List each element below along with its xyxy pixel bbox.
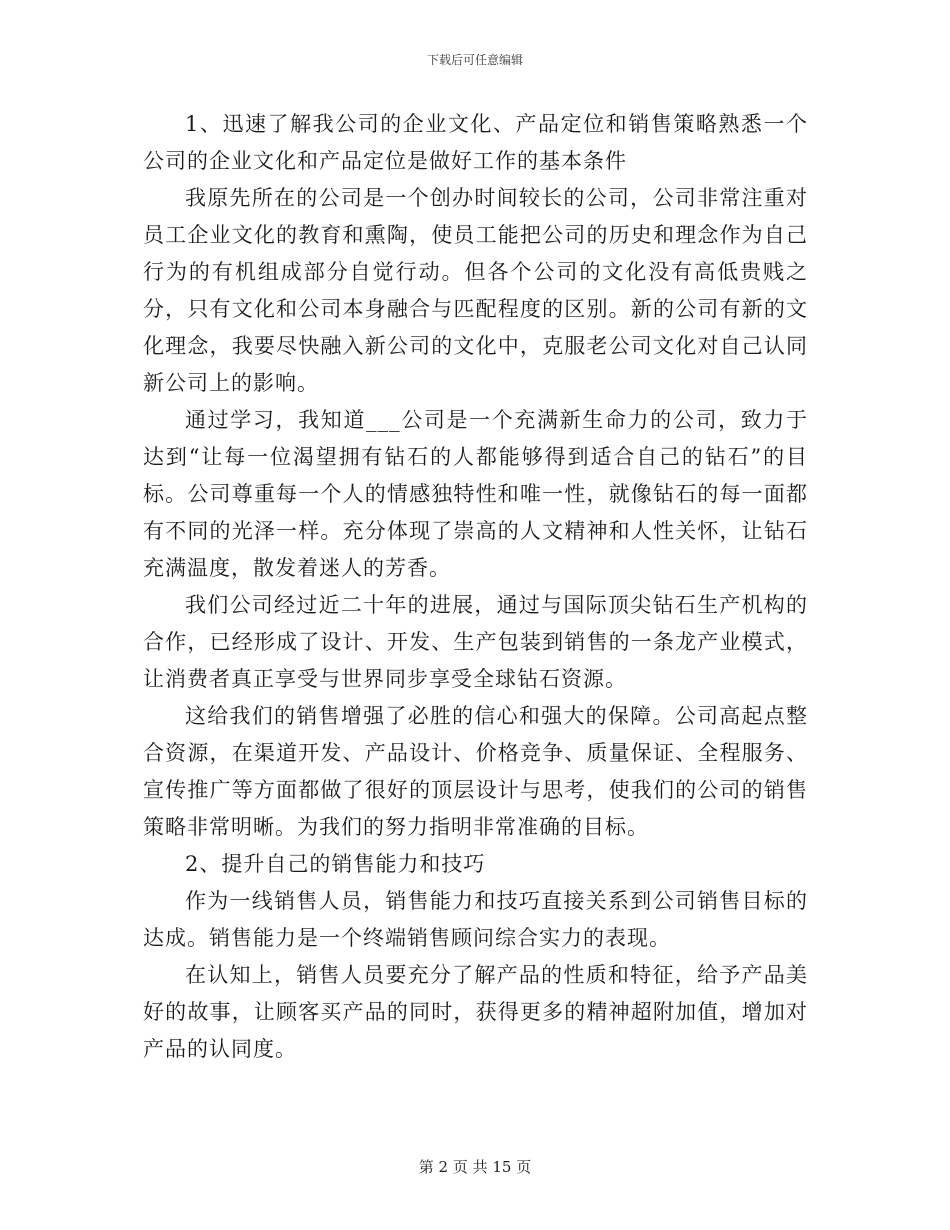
section-heading-1: 1、迅速了解我公司的企业文化、产品定位和销售策略熟悉一个公司的企业文化和产品定位是做好工作的基本条件 xyxy=(143,112,808,173)
paragraph: 作为一线销售人员，销售能力和技巧直接关系到公司销售目标的达成。销售能力是一个终端销售顾问综合实力的表现。 xyxy=(143,889,808,950)
section-heading-2: 2、提升自己的销售能力和技巧 xyxy=(185,852,486,876)
page-header: 下载后可任意编辑 xyxy=(426,53,523,67)
document-body xyxy=(143,106,808,1068)
paragraph: 我原先所在的公司是一个创办时间较长的公司，公司非常注重对员工企业文化的教育和熏陶，使员工能把公司的历史和理念作为自己行为的有机组成部分自觉行动。但各个公司的文化没有高低贵贱之分，只有文化和公司本身融合与匹配程度的区别。新的公司有新的文化理念，我要尽快融入新公司的文化中，克服老公司文化对自己认同新公司上的影响。 xyxy=(143,186,808,395)
paragraph: 这给我们的销售增强了必胜的信心和强大的保障。公司高起点整合资源，在渠道开发、产品设计、价格竞争、质量保证、全程服务、宣传推广等方面都做了很好的顶层设计与思考，使我们的公司的销售策略非常明晰。为我们的努力指明非常准确的目标。 xyxy=(143,704,808,839)
paragraph: 我们公司经过近二十年的进展，通过与国际顶尖钻石生产机构的合作，已经形成了设计、开发、生产包装到销售的一条龙产业模式，让消费者真正享受与世界同步享受全球钻石资源。 xyxy=(143,593,808,691)
paragraph: 通过学习，我知道___公司是一个充满新生命力的公司，致力于达到“让每一位渴望拥有钻石的人都能够得到适合自己的钻石”的目标。公司尊重每一个人的情感独特性和唯一性，就像钻石的每一面都有不同的光泽一样。充分体现了崇高的人文精神和人性关怀，让钻石充满温度，散发着迷人的芳香。 xyxy=(143,408,808,580)
paragraph: 在认知上，销售人员要充分了解产品的性质和特征，给予产品美好的故事，让顾客买产品的同时，获得更多的精神超附加值，增加对产品的认同度。 xyxy=(143,963,808,1061)
page-number: 第 2 页 共 15 页 xyxy=(418,1158,532,1176)
